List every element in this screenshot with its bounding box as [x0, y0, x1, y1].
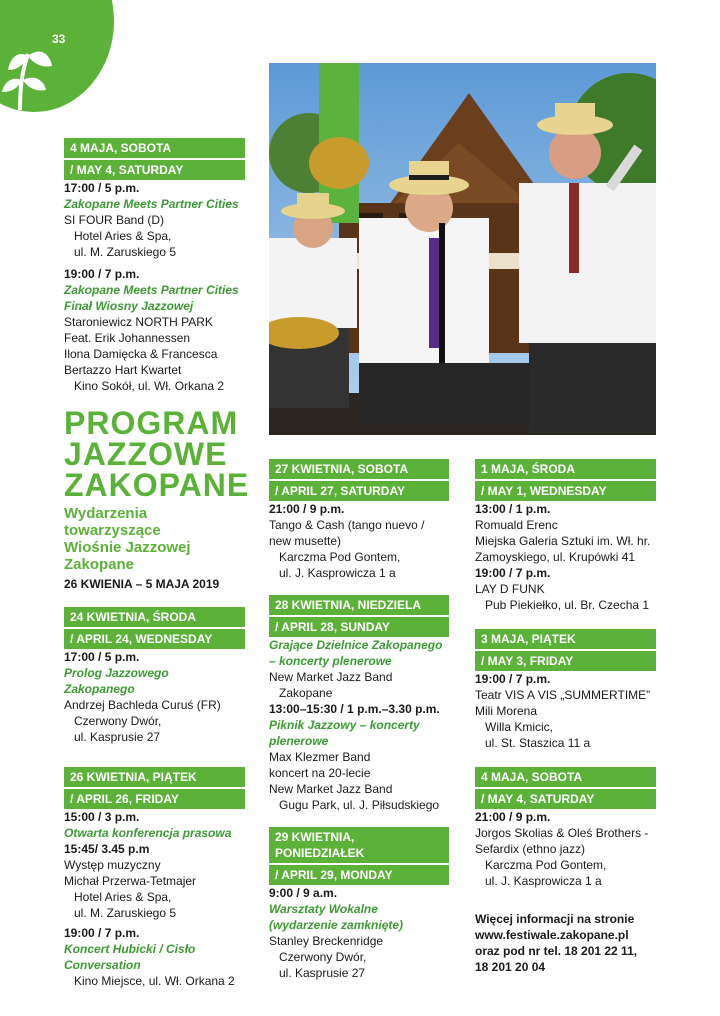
event-address: ul. J. Kasprowicza 1 a: [485, 874, 602, 888]
info-phone: oraz pod nr tel. 18 201 22 11,: [475, 944, 638, 958]
event: [64, 180, 245, 260]
event-title: Prolog Jazzowego: [64, 666, 169, 680]
event: [475, 565, 656, 613]
day-header: 28 KWIETNIA, NIEDZIELA: [269, 595, 449, 615]
day-may4-top: [64, 138, 245, 394]
day-header-en: / MAY 1, WEDNESDAY: [475, 479, 656, 501]
event: [269, 885, 449, 981]
event-title: – koncerty plenerowe: [269, 654, 392, 668]
event-address: ul. Kasprusie 27: [74, 730, 161, 744]
more-info: [475, 911, 656, 975]
info-phone: 18 201 20 04: [475, 960, 546, 974]
jazz-band-photo: [269, 63, 656, 435]
day-header: 4 MAJA, SOBOTA: [475, 767, 656, 787]
event-line: Tango & Cash (tango nuevo /: [269, 518, 425, 532]
day-header-en: / MAY 4, SATURDAY: [64, 158, 245, 180]
event-time: 13:00–15:30 / 1 p.m.–3.30 p.m.: [269, 702, 440, 716]
subtitle-line: Wiośnie Jazzowej: [64, 539, 191, 556]
event: [64, 925, 245, 989]
event-venue: Czerwony Dwór,: [74, 714, 162, 728]
event-venue: Kino Miejsce, ul. Wł. Orkana 2: [74, 974, 235, 988]
day-apr28: [269, 595, 449, 813]
event-title: Conversation: [64, 958, 141, 972]
event-title: Zakopane Meets Partner Cities: [64, 197, 239, 211]
day-may3: [475, 629, 656, 751]
day-header-en: / APRIL 26, FRIDAY: [64, 787, 245, 809]
event-line: Bertazzo Hart Kwartet: [64, 363, 182, 377]
subtitle-line: Zakopane: [64, 556, 135, 573]
event-line: Jorgos Skolias & Oleś Brothers -: [475, 826, 649, 840]
event-line: Ilona Damięcka & Francesca: [64, 347, 218, 361]
event-venue: Kino Sokół, ul. Wł. Orkana 2: [74, 379, 225, 393]
right-column: [475, 459, 656, 975]
program-subtitle: [64, 505, 245, 573]
event: [475, 501, 656, 565]
event-time: 9:00 / 9 a.m.: [269, 886, 338, 900]
event-line: Feat. Erik Johannessen: [64, 331, 191, 345]
day-may1: [475, 459, 656, 613]
event-address: ul. M. Zaruskiego 5: [74, 245, 177, 259]
event-line: Max Klezmer Band: [269, 750, 371, 764]
event-line: New Market Jazz Band: [269, 670, 393, 684]
event-title: Zakopane Meets Partner Cities: [64, 283, 239, 297]
event-line: Zakopane: [279, 686, 333, 700]
day-header: 26 KWIETNIA, PIĄTEK: [64, 767, 245, 787]
event-time: 21:00 / 9 p.m.: [475, 810, 551, 824]
event-address: ul. St. Staszica 11 a: [485, 736, 591, 750]
event-title: Zakopanego: [64, 682, 135, 696]
event-title: Piknik Jazzowy – koncerty: [269, 718, 420, 732]
event-venue: Willa Kmicic,: [485, 720, 553, 734]
event-line: Stanley Breckenridge: [269, 934, 384, 948]
event-address: ul. J. Kasprowicza 1 a: [279, 566, 396, 580]
day-header: 1 MAJA, ŚRODA: [475, 459, 656, 479]
event-time: 17:00 / 5 p.m.: [64, 650, 140, 664]
day-may4: [475, 767, 656, 889]
event-line: LAY D FUNK: [475, 582, 545, 596]
event-time: 19:00 / 7 p.m.: [475, 672, 551, 686]
day-apr29: [269, 827, 449, 981]
day-header-en: / MAY 4, SATURDAY: [475, 787, 656, 809]
event: [64, 841, 245, 921]
event-time: 13:00 / 1 p.m.: [475, 502, 551, 516]
event-line: Michał Przerwa-Tetmajer: [64, 874, 197, 888]
event-line: Mili Morena: [475, 704, 538, 718]
day-header: 29 KWIETNIA, PONIEDZIAŁEK: [269, 827, 449, 863]
event-line: Miejska Galeria Sztuki im. Wł. hr.: [475, 534, 651, 548]
event-time: 19:00 / 7 p.m.: [475, 566, 551, 580]
day-header-en: / APRIL 24, WEDNESDAY: [64, 627, 245, 649]
event-line: koncert na 20-lecie: [269, 766, 371, 780]
info-website[interactable]: www.festiwale.zakopane.pl: [475, 928, 629, 942]
event-address: ul. M. Zaruskiego 5: [74, 906, 177, 920]
event-line: SI FOUR Band (D): [64, 213, 165, 227]
event-venue: Hotel Aries & Spa,: [74, 229, 172, 243]
event-title: Grające Dzielnice Zakopanego: [269, 638, 443, 652]
event-title: Warsztaty Wokalne: [269, 902, 378, 916]
leaf-logo-icon: [0, 36, 56, 112]
event: [269, 637, 449, 701]
day-apr27: [269, 459, 449, 581]
day-header-en: / MAY 3, FRIDAY: [475, 649, 656, 671]
program-dates: 26 KWIENIA – 5 MAJA 2019: [64, 577, 220, 591]
program-title: JAZZOWE: [64, 436, 228, 472]
event-address: ul. Kasprusie 27: [279, 966, 366, 980]
event-time: 17:00 / 5 p.m.: [64, 181, 140, 195]
event-title: Finał Wiosny Jazzowej: [64, 299, 194, 313]
event: [64, 649, 245, 745]
event: [269, 701, 449, 813]
day-header: 27 KWIETNIA, SOBOTA: [269, 459, 449, 479]
event-time: 21:00 / 9 p.m.: [269, 502, 345, 516]
subtitle-line: Wydarzenia: [64, 505, 148, 522]
event-venue: Czerwony Dwór,: [279, 950, 367, 964]
event-line: Teatr VIS A VIS „SUMMERTIME”: [475, 688, 651, 702]
event-title: (wydarzenie zamknięte): [269, 918, 404, 932]
day-header-en: / APRIL 28, SUNDAY: [269, 615, 449, 637]
program-title: PROGRAM: [64, 405, 239, 441]
event-venue: Gugu Park, ul. J. Piłsudskiego: [279, 798, 440, 812]
day-header-en: / APRIL 29, MONDAY: [269, 863, 449, 885]
event-venue: Karczma Pod Gontem,: [279, 550, 401, 564]
event-line: Staroniewicz NORTH PARK: [64, 315, 213, 329]
event-venue: Karczma Pod Gontem,: [485, 858, 607, 872]
day-apr24: [64, 607, 245, 745]
event-venue: Pub Piekiełko, ul. Br. Czecha 1: [485, 598, 650, 612]
middle-column: [269, 459, 449, 995]
day-header-en: / APRIL 27, SATURDAY: [269, 479, 449, 501]
subtitle-line: towarzyszące: [64, 522, 161, 539]
event-venue: Hotel Aries & Spa,: [74, 890, 172, 904]
event-line: Występ muzyczny: [64, 858, 161, 872]
program-heading: [64, 405, 250, 591]
event-time: 19:00 / 7 p.m.: [64, 267, 140, 281]
day-apr26: [64, 767, 245, 989]
left-column: [64, 138, 250, 1003]
event: [475, 809, 656, 889]
event-time: 15:00 / 3 p.m.: [64, 810, 140, 824]
event: [475, 671, 656, 751]
event-time: 15:45/ 3.45 p.m: [64, 842, 150, 856]
event-line: Andrzej Bachleda Curuś (FR): [64, 698, 221, 712]
event: [64, 809, 245, 841]
event-title: Otwarta konferencja prasowa: [64, 826, 232, 840]
day-header: 3 MAJA, PIĄTEK: [475, 629, 656, 649]
event: [64, 266, 245, 394]
event-time: 19:00 / 7 p.m.: [64, 926, 140, 940]
event-line: Sefardix (ethno jazz): [475, 842, 586, 856]
event-title: plenerowe: [269, 734, 329, 748]
event: [269, 501, 449, 581]
event-line: New Market Jazz Band: [269, 782, 393, 796]
event-title: Koncert Hubicki / Cisło: [64, 942, 196, 956]
program-title: ZAKOPANE: [64, 467, 250, 503]
day-header: 4 MAJA, SOBOTA: [64, 138, 245, 158]
info-line: Więcej informacji na stronie: [475, 912, 635, 926]
event-line: Romuald Erenc: [475, 518, 558, 532]
event-line: new musette): [269, 534, 342, 548]
page-number: 33: [52, 32, 66, 46]
event-line: Zamoyskiego, ul. Krupówki 41: [475, 550, 636, 564]
day-header: 24 KWIETNIA, ŚRODA: [64, 607, 245, 627]
